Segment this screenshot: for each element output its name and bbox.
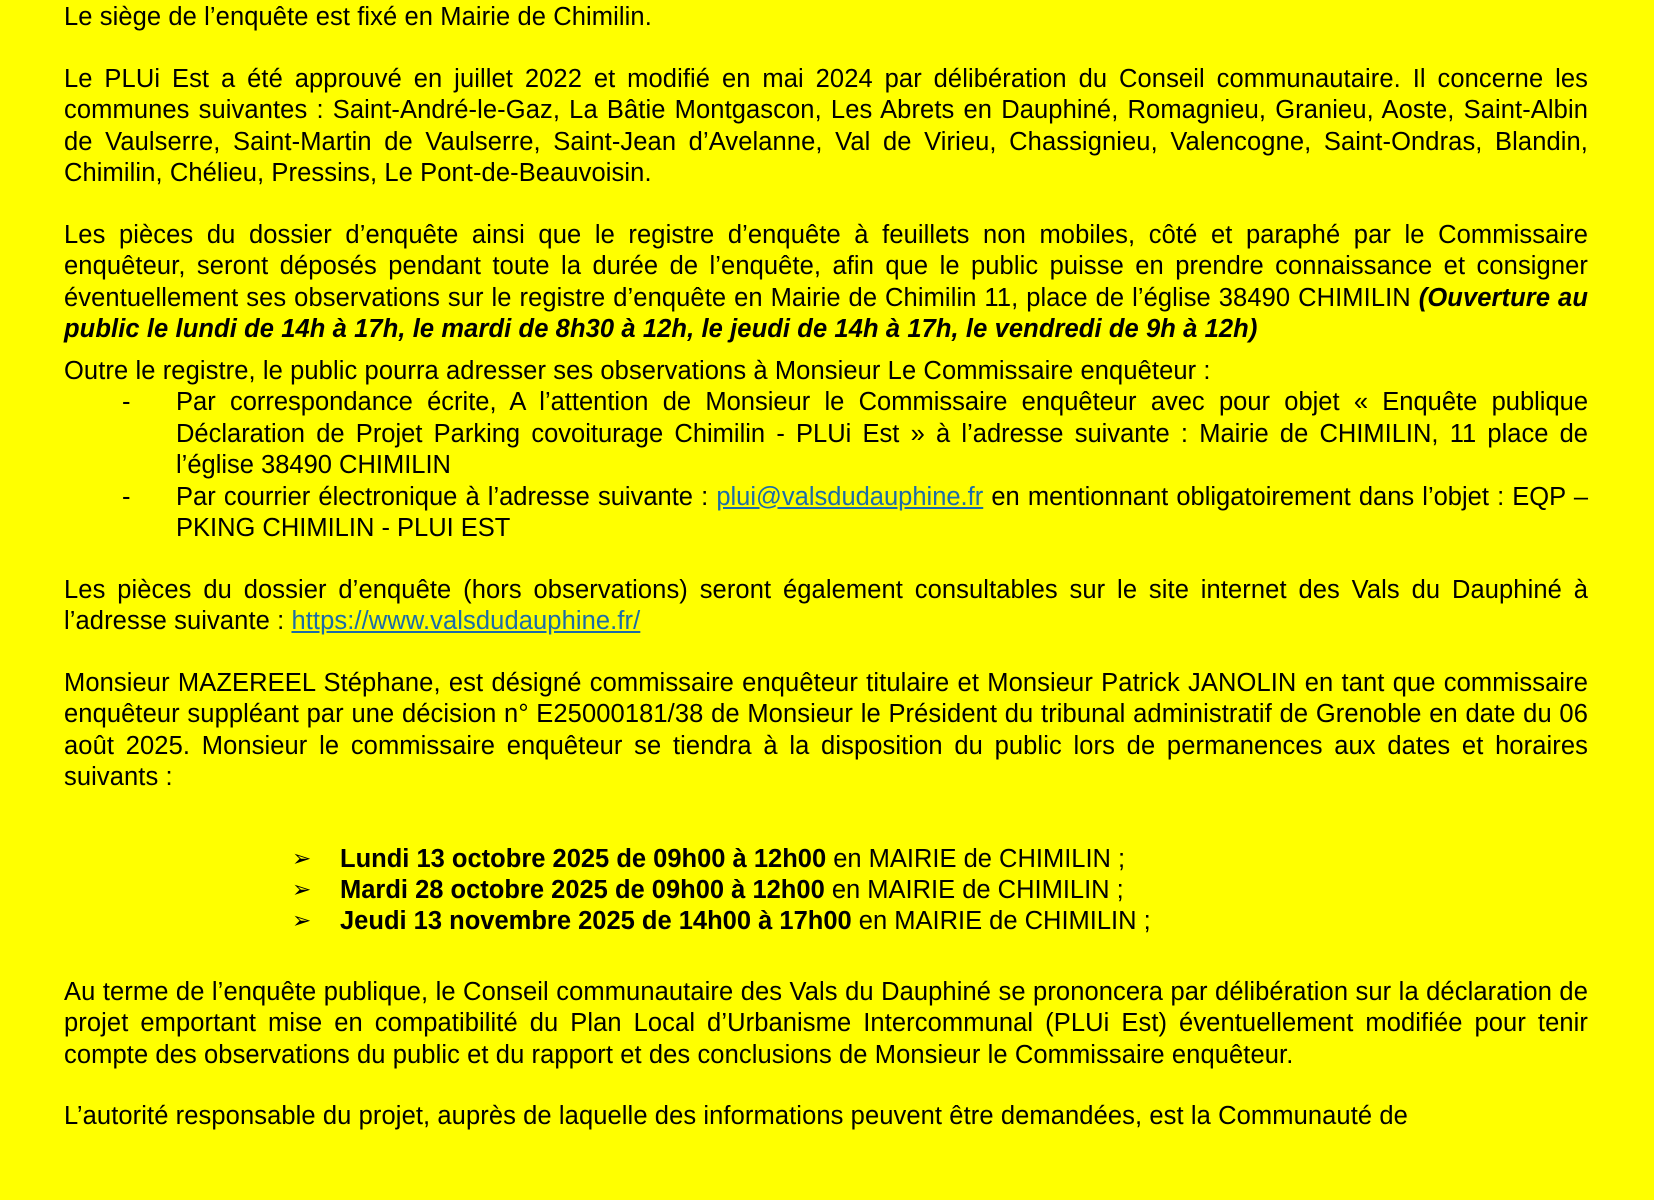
consultable-text: Les pièces du dossier d’enquête (hors observations) seront également consultables sur le site internet des Vals du Dauphiné à l’adresse suivante : <box>64 575 1588 635</box>
paragraph-consultable-online <box>64 575 1588 638</box>
list-item <box>292 875 1588 906</box>
paragraph-spacer <box>64 34 1588 64</box>
list-item <box>114 387 1588 482</box>
paragraph-spacer <box>64 545 1588 575</box>
paragraph-spacer <box>64 1071 1588 1101</box>
website-link[interactable]: https://www.valsdudauphine.fr/ <box>291 607 641 635</box>
paragraph-spacer <box>64 638 1588 668</box>
dossier-opening-hours: (Ouverture au public le lundi de 14h à 17h, le mardi de 8h30 à 12h, le jeudi de 14h à 17h, le vendredi de 9h à 12h) <box>64 283 1588 343</box>
paragraph-commissaire-designation: Monsieur MAZEREEL Stéphane, est désigné commissaire enquêteur titulaire et Monsieur Patrick JANOLIN en tant que commissaire enquêteur suppléant par une décision n° E25000181/38 de Monsieur le Président du tribunal administratif de Grenoble en date du 06 août 2025. Monsieur le commissaire enquêteur se tiendra à la disposition du public lors de permanences aux dates et horaires suivants : <box>64 668 1588 791</box>
observation-email-text-after: en mentionnant obligatoirement dans l’objet : EQP – PKING CHIMILIN - PLUI EST <box>176 482 1588 542</box>
list-item <box>292 906 1588 937</box>
paragraph-spacer <box>64 824 1588 844</box>
observation-email-text-before: Par courrier électronique à l’adresse suivante : <box>176 482 717 511</box>
list-item <box>114 482 1588 545</box>
paragraph-au-terme: Au terme de l’enquête publique, le Conseil communautaire des Vals du Dauphiné se prononcera par délibération sur la déclaration de projet emportant mise en compatibilité du Plan Local d’Urbanisme Intercommunal (PLUi Est) éventuellement modifiée pour tenir compte des observations du public et du rapport et des conclusions de Monsieur le Commissaire enquêteur. <box>64 977 1588 1069</box>
dash-marker: - <box>122 482 131 511</box>
permanence-datetime: Mardi 28 octobre 2025 de 09h00 à 12h00 <box>340 875 825 904</box>
arrow-bullet-icon: ➢ <box>292 876 312 903</box>
observation-methods-list <box>64 387 1588 545</box>
arrow-bullet-icon: ➢ <box>292 907 312 934</box>
email-link[interactable]: plui@valsdudauphine.fr <box>716 482 984 511</box>
permanence-location: en MAIRIE de CHIMILIN ; <box>824 875 1124 904</box>
permanence-datetime: Jeudi 13 novembre 2025 de 14h00 à 17h00 <box>340 906 852 935</box>
list-item <box>292 844 1588 875</box>
permanence-location: en MAIRIE de CHIMILIN ; <box>851 906 1151 935</box>
paragraph-spacer <box>64 794 1588 824</box>
permanence-datetime: Lundi 13 octobre 2025 de 09h00 à 12h00 <box>340 844 827 873</box>
paragraph-spacer <box>64 346 1588 356</box>
paragraph-spacer <box>64 190 1588 220</box>
paragraph-outre-registre: Outre le registre, le public pourra adresser ses observations à Monsieur Le Commissaire enquêteur : <box>64 356 1211 385</box>
paragraph-spacer <box>64 937 1588 967</box>
paragraph-siege: Le siège de l’enquête est fixé en Mairie de Chimilin. <box>64 3 652 31</box>
observation-mail-text: Par correspondance écrite, A l’attention de Monsieur le Commissaire enquêteur avec pour objet « Enquête publique Déclaration de Projet Parking covoiturage Chimilin - PLUi Est » à l’adresse suivante : Mairie de CHIMILIN, 11 place de l’église 38490 CHIMILIN <box>176 388 1588 479</box>
permanences-list <box>64 844 1588 937</box>
dash-marker: - <box>122 388 131 416</box>
paragraph-autorite-responsable: L’autorité responsable du projet, auprès de laquelle des informations peuvent être demandées, est la Communauté de <box>64 1102 1408 1130</box>
paragraph-plui-approval: Le PLUi Est a été approuvé en juillet 2022 et modifié en mai 2024 par délibération du Conseil communautaire. Il concerne les communes suivantes : Saint-André-le-Gaz, La Bâtie Montgascon, Les Abrets en Dauphiné, Romagnieu, Granieu, Aoste, Saint-Albin de Vaulserre, Saint-Martin de Vaulserre, Saint-Jean d’Avelanne, Val de Virieu, Chassignieu, Valencogne, Saint-Ondras, Blandin, Chimilin, Chélieu, Pressins, Le Pont-de-Beauvoisin. <box>64 64 1588 187</box>
arrow-bullet-icon: ➢ <box>292 845 312 872</box>
permanence-location: en MAIRIE de CHIMILIN ; <box>826 844 1126 873</box>
paragraph-dossier-pieces <box>64 220 1588 346</box>
dossier-pieces-text: Les pièces du dossier d’enquête ainsi que le registre d’enquête à feuillets non mobiles, côté et paraphé par le Commissaire enquêteur, seront déposés pendant toute la durée de l’enquête, afin que le public puisse en prendre connaissance et consigner éventuellement ses observations sur le registre d’enquête en Mairie de Chimilin 11, place de l’église 38490 CHIMILIN <box>64 220 1588 312</box>
paragraph-spacer <box>64 967 1588 977</box>
